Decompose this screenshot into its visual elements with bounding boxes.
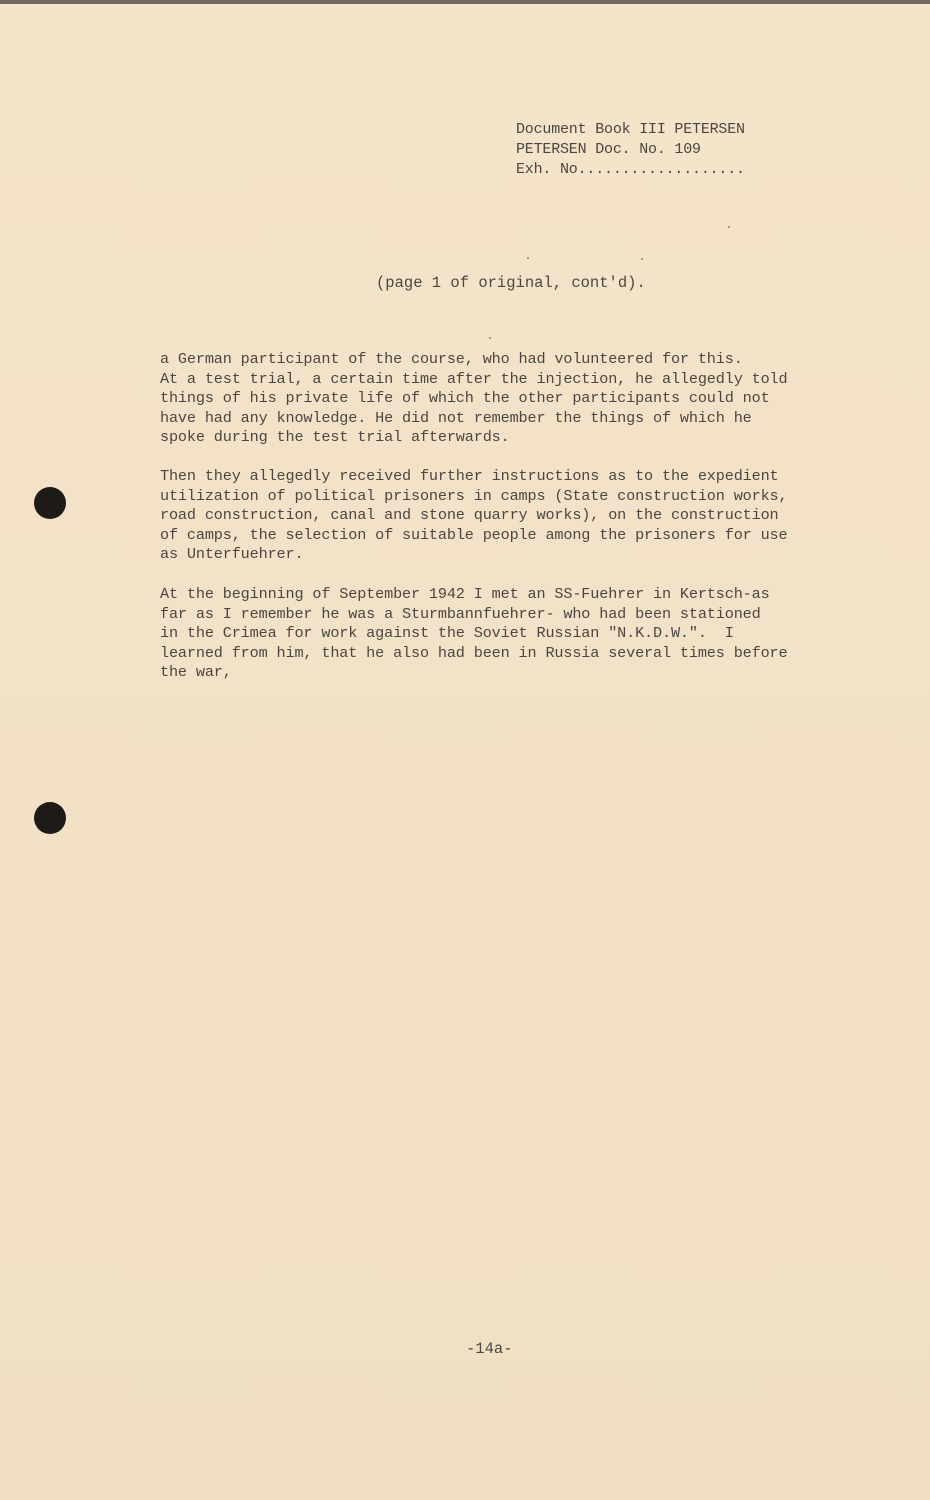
text-line: spoke during the test trial afterwards.: [160, 428, 510, 446]
scan-speck: [527, 257, 529, 259]
text-line: far as I remember he was a Sturmbannfuehrer- who had been stationed: [160, 604, 761, 623]
text-line: utilization of political prisoners in camps (State construction works,: [160, 486, 788, 505]
text-line: the war,: [160, 663, 232, 681]
text-line: learned from him, that he also had been in Russia several times before: [160, 643, 788, 662]
header-exhibit-line: Exh. No...................: [516, 161, 745, 178]
header-doc-line: PETERSEN Doc. No. 109: [516, 141, 701, 158]
page-number: -14a-: [466, 1340, 513, 1358]
text-line: At the beginning of September 1942 I met an SS-Fuehrer in Kertsch-as: [160, 585, 770, 603]
scan-top-edge: [0, 0, 930, 4]
text-line: At a test trial, a certain time after the injection, he allegedly told: [160, 369, 788, 388]
page-continuation-note: (page 1 of original, cont'd).: [376, 274, 646, 292]
text-line: have had any knowledge. He did not remember the things of which he: [160, 408, 752, 427]
header-book-line: Document Book III PETERSEN: [516, 121, 745, 138]
scan-speck: [489, 337, 491, 339]
text-line: Then they allegedly received further instructions as to the expedient: [160, 467, 779, 485]
document-header: [516, 120, 816, 180]
text-line: a German participant of the course, who had volunteered for this.: [160, 350, 743, 368]
scan-speck: [641, 258, 643, 260]
paragraph-2: [160, 467, 850, 565]
paragraph-3: [160, 585, 850, 683]
punch-hole-bottom: [34, 802, 66, 834]
text-line: in the Crimea for work against the Soviet Russian "N.K.D.W.". I: [160, 624, 734, 642]
text-line: things of his private life of which the other participants could not: [160, 389, 770, 407]
scan-speck: [728, 226, 730, 228]
text-line: as Unterfuehrer.: [160, 545, 304, 563]
punch-hole-top: [34, 487, 66, 519]
paragraph-1: [160, 350, 850, 448]
text-line: of camps, the selection of suitable people among the prisoners for use: [160, 525, 788, 544]
text-line: road construction, canal and stone quarry works), on the construction: [160, 506, 779, 524]
